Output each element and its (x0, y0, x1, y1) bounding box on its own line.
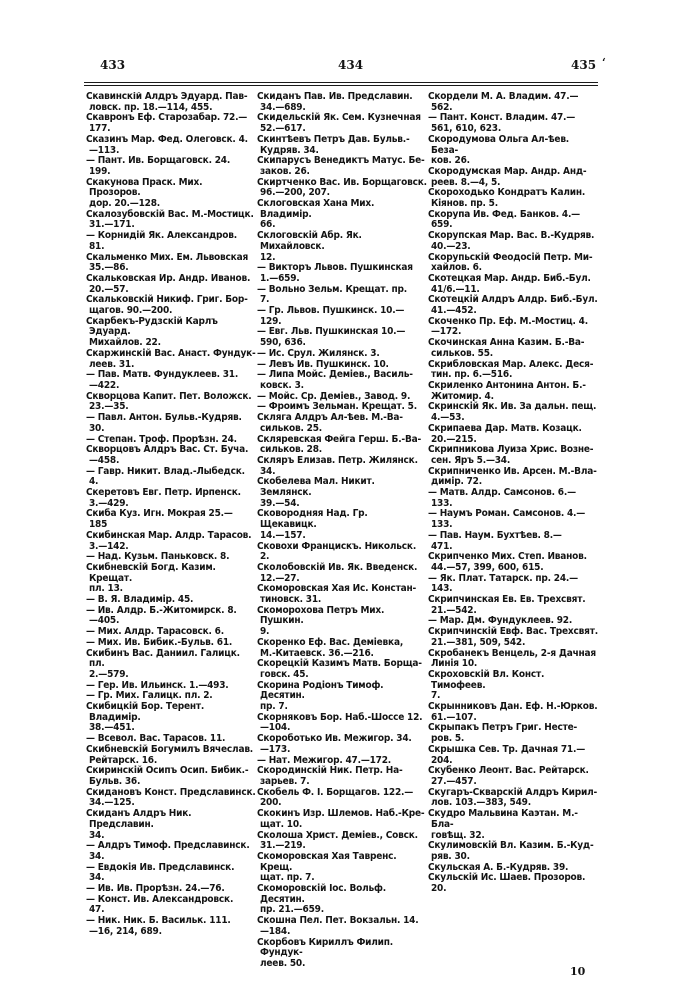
directory-entry: Скоренко Еф. Вас. Деміевка, М.-Китаевск. 36.—216. (257, 636, 404, 659)
directory-entry: — Гр. Мих. Галицк. пл. 2. (86, 690, 213, 702)
directory-entry: Скудро Мальвина Каэтан. М.-Бла- говѣщ. 32. (428, 808, 578, 841)
directory-entry: Скринскій Як. Ив. За дальн. пещ. 4.—53. (428, 401, 597, 424)
directory-entry: Скородумова Ольга Ал-ѣев. Беза- ков. 26. (428, 133, 570, 167)
directory-entry: Скрибловская Мар. Алекс. Деся- тин. пр. 6.—516. (428, 358, 594, 381)
column-2 (257, 92, 427, 972)
directory-entry: Скаржинскій Вас. Анаст. Фундук- леев. 31. (86, 347, 256, 370)
directory-entry: Скорбовъ Кириллъ Филип. Фундук- леев. 50. (257, 936, 394, 969)
directory-entry: Скороходько Кондратъ Калин. Кіянов. пр. 5. (428, 187, 586, 210)
directory-entry: Скорецкій Казимъ Матв. Борща- говск. 45. (257, 658, 422, 680)
directory-entry: Скиданъ Пав. Ив. Предславин. 34.—689. (257, 92, 413, 113)
directory-entry: Скрипниченко Ив. Арсен. М.-Вла- димір. 72. (428, 465, 597, 488)
directory-entry: Скордели М. А. Владим. 47.— 562. (428, 92, 579, 113)
header-rule-bottom (84, 85, 598, 86)
directory-entry: — Матв. Алдр. Самсонов. 6.— 133. (428, 487, 576, 509)
directory-entry: — Наумъ Роман. Самсонов. 4.— 133. (428, 508, 586, 531)
directory-entry: Скальковская Ир. Андр. Иванов. 20.—57. (86, 272, 251, 295)
directory-entry: Скляга Алдръ Ал-ѣев. М.-Ва- сильков. 25. (257, 412, 403, 434)
directory-entry: Скробанекъ Венцель, 2-я Дачная Линія 10. (428, 647, 597, 670)
directory-entry: Скибицкій Бор. Терент. Владимір. 38.—451. (86, 701, 205, 734)
directory-entry: — Гер. Ив. Ильинск. 1.—493. (86, 679, 229, 691)
directory-entry: Скибневскій Богд. Казим. Крещат. пл. 13. (86, 561, 216, 595)
directory-entry: Скриленко Антонина Антон. Б.- Житомир. 4. (428, 379, 586, 402)
directory-entry: Скальковскій Никиф. Григ. Бор- щагов. 90.—200. (86, 294, 248, 317)
directory-entry: Скидановъ Конст. Предславинск. 34.—125. (86, 786, 256, 809)
directory-entry: Скрипаева Дар. Матв. Козацк. 20.—215. (428, 422, 582, 445)
directory-entry: — Евг. Льв. Пушкинская 10.— 590, 636. (257, 326, 406, 349)
directory-entry: Скиба Куз. Игн. Мокрая 25.— 185 (86, 508, 233, 531)
directory-entry: Скобелева Мал. Никит. Землянск. 39.—54. (257, 476, 375, 509)
directory-entry: — Гавр. Никит. Влад.-Лыбедск. 4. (86, 465, 245, 488)
directory-entry: Скибневскій Богумилъ Вячеслав. Рейтарск. 16. (86, 743, 254, 766)
directory-entry: Скляревская Фейга Герш. Б.-Ва- сильков. 28. (257, 433, 422, 456)
directory-entry: Скотецкая Мар. Андр. Биб.-Бул. 41/6.—11. (428, 272, 591, 295)
directory-entry: Скибинъ Вас. Даниил. Галицк. пл. 2.—579. (86, 647, 240, 680)
directory-entry: Скиданъ Алдръ Ник. Предславин. 34. (86, 808, 192, 841)
directory-entry: Скоморовскій Іос. Вольф. Десятин. пр. 21.—659. (257, 883, 386, 916)
directory-entry: Скороботько Ив. Межигор. 34. —173. (257, 733, 412, 755)
directory-entry: — Мих. Ив. Бибик.-Бульв. 61. (86, 636, 233, 648)
directory-entry: Сковородняя Над. Гр. Щекавицк. 14.—157. (257, 508, 368, 541)
directory-entry: Скворцовъ Алдръ Вас. Ст. Буча. —458. (86, 444, 249, 466)
directory-entry: Скоморовская Хая Ис. Констан- тиновск. 31. (257, 583, 416, 606)
directory-entry: — Степан. Троф. Прорѣзн. 24. (86, 433, 237, 445)
directory-entry: — Ив. Ив. Прорѣзн. 24.—76. (86, 883, 225, 895)
directory-entry: — Липа Мойс. Деміев., Василь- ковск. 3. (257, 369, 413, 391)
directory-entry: Скошна Пел. Пет. Вокзальн. 14. —184. (257, 915, 419, 937)
directory-entry: — Пав. Матв. Фундуклеев. 31. —422. (86, 369, 239, 391)
directory-entry: — В. Я. Владимір. 45. (86, 594, 194, 606)
directory-entry: — Ник. Ник. Б. Васильк. 111. —16, 214, 689. (86, 915, 231, 937)
directory-entry: — Пант. Конст. Владим. 47.— 561, 610, 623. (428, 112, 576, 135)
directory-entry: — Алдръ Тимоф. Предславинск. 34. (86, 840, 250, 862)
directory-entry: Скрышка Сев. Тр. Дачная 71.— 204. (428, 743, 586, 766)
directory-entry: Скоморохова Петръ Мих. Пушкин. 9. (257, 604, 385, 638)
directory-entry: Скроховскій Вл. Конст. Тимофеев. 7. (428, 668, 545, 702)
directory-entry: Сколобовскій Ив. Як. Введенск. 12.—27. (257, 561, 418, 584)
directory-entry: Скочинская Анна Казим. Б.-Ва- сильков. 55. (428, 337, 585, 359)
directory-entry: — Мих. Алдр. Тарасовск. 6. (86, 626, 224, 638)
directory-entry: Скокинъ Изр. Шлемов. Наб.-Кре- щат. 10. (257, 808, 425, 830)
directory-entry: Скрипникова Луиза Хрис. Возне- сен. Яръ 5.—34. (428, 444, 594, 466)
directory-entry: Скотецкій Алдръ Алдр. Биб.-Бул. 41.—452. (428, 294, 598, 317)
directory-entry: — Викторъ Львов. Пушкинская 1.—659. (257, 262, 413, 284)
directory-entry: Скавинскій Алдръ Эдуард. Пав- ловск. пр. 18.—114, 455. (86, 92, 248, 113)
directory-entry: — Як. Плат. Татарск. пр. 24.— 143. (428, 572, 578, 595)
directory-entry: Склоговская Хана Мих. Владимір. 66. (257, 198, 375, 231)
directory-entry: Скорупа Ив. Фед. Банков. 4.— 659. (428, 208, 580, 231)
directory-entry: Скорняковъ Бор. Наб.-Шоссе 12. —104. (257, 711, 423, 734)
directory-entry: — Вольно Зельм. Крещат. пр. 7. (257, 283, 408, 306)
directory-entry: Скворцова Капит. Пет. Воложск. 23.—35. (86, 390, 252, 413)
directory-entry: Скорупская Мар. Вас. В.-Кудряв. 40.—23. (428, 230, 595, 252)
directory-entry: Сковохи Францискъ. Никольск. 2. (257, 540, 417, 563)
directory-entry: Скоченко Пр. Еф. М.-Мостиц. 4. —172. (428, 315, 588, 338)
directory-entry: — Над. Кузьм. Паньковск. 8. (86, 551, 230, 563)
directory-entry: Скавронъ Еф. Старозабар. 72.— 177. (86, 112, 248, 135)
page-number-right: 435 (571, 58, 597, 72)
directory-entry: Скляръ Елизав. Петр. Жилянск. 34. (257, 454, 418, 477)
directory-entry: Скорина Родіонъ Тимоф. Десятин. пр. 7. (257, 679, 384, 713)
directory-entry: Скидельскій Як. Сем. Кузнечная 52.—617. (257, 112, 421, 135)
directory-entry: — Всевол. Вас. Тарасов. 11. (86, 733, 226, 745)
directory-entry: Скарбекъ-Рудзскій Карлъ Эдуард. Михайлов. 22. (86, 315, 218, 349)
directory-entry: Скрынниковъ Дан. Еф. Н.-Юрков. 61.—107. (428, 701, 598, 723)
page-number-center: 434 (338, 58, 364, 72)
directory-entry: Скакунова Праск. Мих. Прозоров. дор. 20.—128. (86, 176, 203, 210)
directory-entry: Скеретовъ Евг. Петр. Ирпенск. 3.—429. (86, 487, 241, 509)
directory-entry: Скульская А. Б.-Кудряв. 39. (428, 861, 569, 873)
directory-entry: Скульскій Ис. Шаев. Прозоров. 20. (428, 872, 586, 895)
directory-entry: — Гр. Львов. Пушкинск. 10.— 129. (257, 305, 405, 327)
page-header (0, 0, 681, 100)
directory-entry: — Пант. Ив. Борщаговск. 24. 199. (86, 155, 231, 177)
directory-entry: — Ис. Срул. Жилянск. 3. (257, 347, 380, 359)
directory-entry: Скальменко Мих. Ем. Львовская 35.—86. (86, 251, 249, 274)
directory-entry: — Мойс. Ср. Деміев., Завод. 9. (257, 390, 411, 402)
directory-entry: Скобель Ф. I. Борщагов. 122.— 200. (257, 786, 414, 809)
directory-entry: — Корнидій Як. Александров. 81. (86, 230, 237, 252)
column-3 (428, 92, 598, 972)
directory-entry: — Конст. Ив. Александровск. 47. (86, 893, 234, 916)
directory-entry: Скубенко Леонт. Вас. Рейтарск. 27.—457. (428, 765, 589, 787)
column-1 (86, 92, 256, 972)
directory-entry: — Фроимъ Зельман. Крещат. 5. (257, 401, 417, 413)
directory-entry: Скипарусъ Венедиктъ Матус. Бе- заков. 26. (257, 155, 425, 177)
directory-entry: Скрипченко Мих. Степ. Иванов. 44.—57, 399, 600, 615. (428, 551, 587, 573)
directory-entry: Скоморовская Хая Тавренс. Крещ. щат. пр. 7. (257, 850, 397, 884)
directory-entry: Склоговскій Абр. Як. Михайловск. 12. (257, 230, 362, 263)
directory-entry: Скородинскій Ник. Петр. На- зарьев. 7. (257, 765, 403, 787)
directory-entry: Сказинъ Мар. Фед. Олеговск. 4. —113. (86, 133, 248, 156)
directory-entry: Скрипчинскій Евф. Вас. Трехсвят. 21.—381, 509, 542. (428, 626, 598, 648)
directory-entry: Скиринскій Осипъ Осип. Бибик.- Бульв. 36. (86, 765, 249, 787)
directory-entry: Скрыпакъ Петръ Григ. Несте- ров. 5. (428, 722, 578, 745)
directory-entry: Скибинская Мар. Алдр. Тарасов. 3.—142. (86, 529, 252, 552)
directory-entry: — Левъ Ив. Пушкинск. 10. (257, 358, 389, 370)
directory-entry: Скулимовскій Вл. Казим. Б.-Куд- ряв. 30. (428, 840, 594, 862)
page-number-left: 433 (100, 58, 126, 72)
directory-entry: Скородумская Мар. Андр. Анд- реев. 8.—4, 5. (428, 165, 587, 188)
corner-mark: ‘ (602, 56, 606, 69)
directory-entry: — Мар. Дм. Фундуклеев. 92. (428, 615, 573, 627)
header-rule-top (84, 82, 598, 83)
directory-entry: — Ив. Алдр. Б.-Житомирск. 8. —405. (86, 604, 237, 627)
directory-entry: Скугаръ-Скварскій Алдръ Кирил- лов. 103.—383, 549. (428, 786, 598, 809)
signature-mark: 10 (570, 965, 586, 978)
directory-entry: Сколоша Христ. Деміев., Совск. 31.—219. (257, 829, 418, 852)
directory-entry: Скинтѣевъ Петръ Дав. Бульв.- Кудряв. 34. (257, 133, 410, 156)
directory-entry: — Павл. Антон. Бульв.-Кудряв. 30. (86, 412, 242, 434)
directory-entry: — Евдокія Ив. Предславинск. 34. (86, 861, 235, 884)
directory-entry: — Пав. Наум. Бухтѣев. 8.— 471. (428, 529, 562, 552)
directory-entry: — Нат. Межигор. 47.—172. (257, 754, 392, 766)
directory-entry: Скрипчинская Ев. Ев. Трехсвят. 21.—542. (428, 594, 586, 616)
directory-entry: Скорупьскій Феодосій Петр. Ми- хайлов. 6. (428, 251, 593, 274)
directory-entry: Скалозубовскій Вас. М.-Мостицк. 31.—171. (86, 208, 254, 231)
directory-entry: Скиртченко Вас. Ив. Борщаговск. 96.—200, 207. (257, 176, 427, 199)
